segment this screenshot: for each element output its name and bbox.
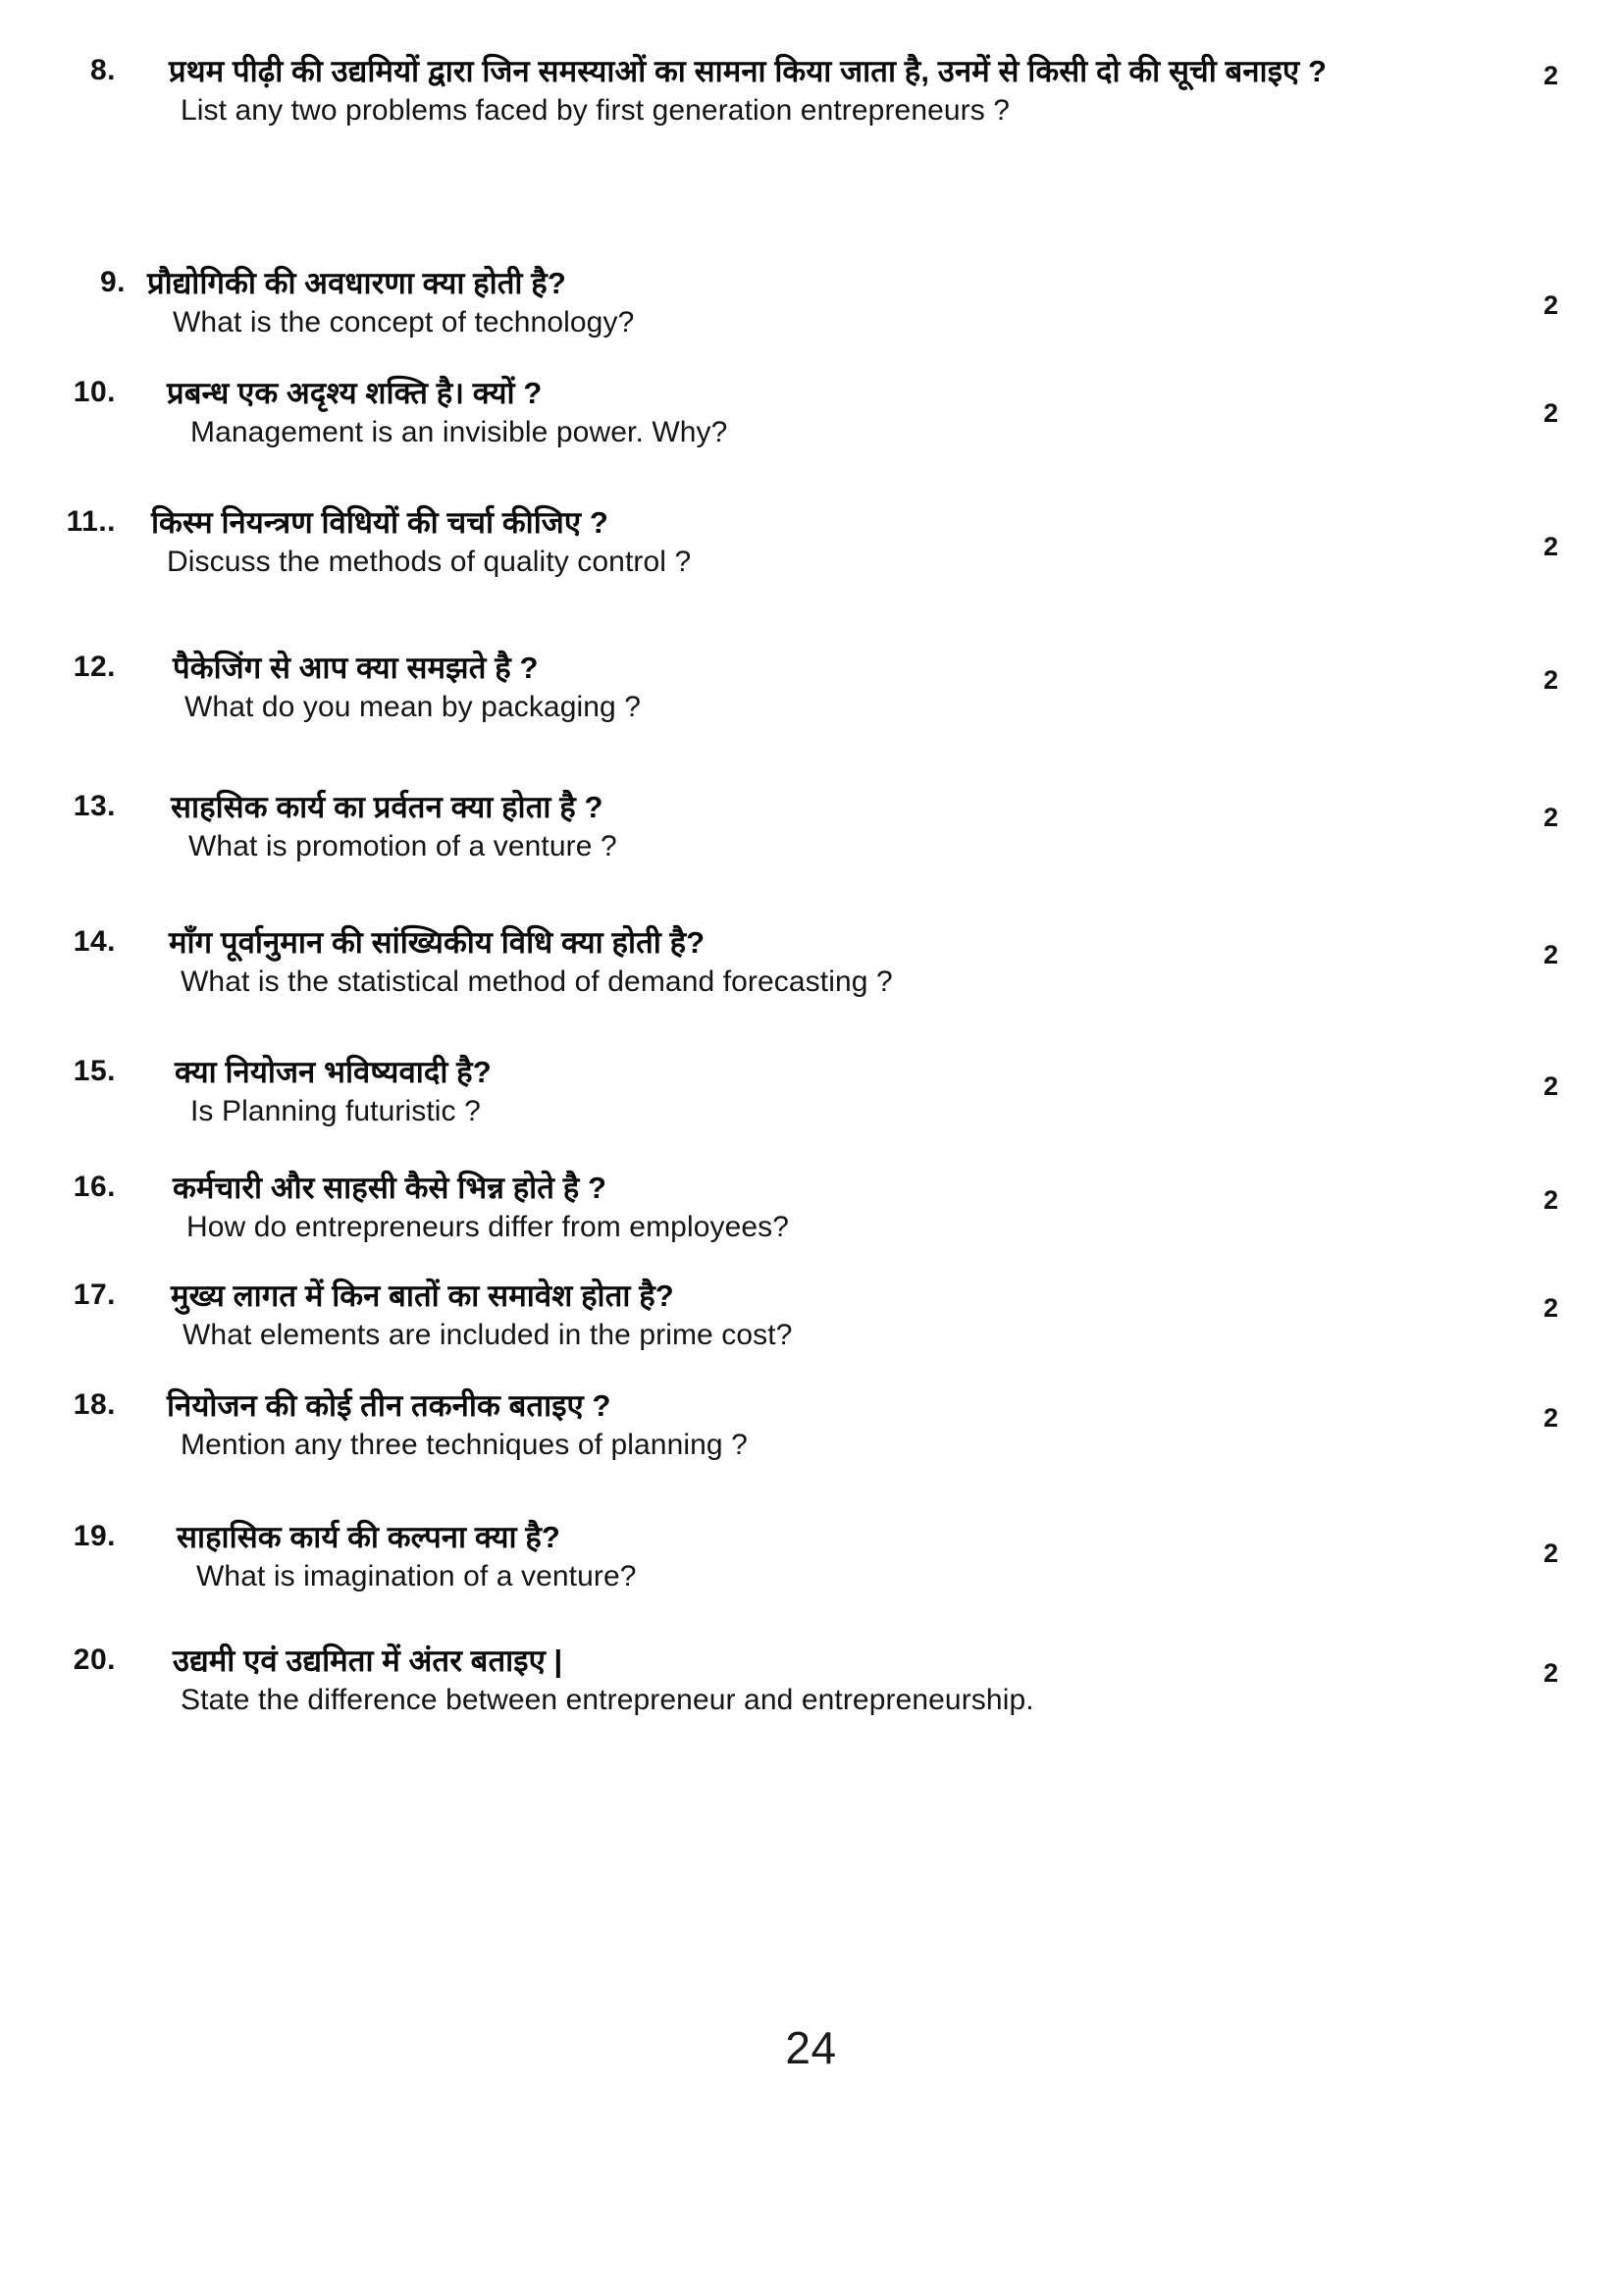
question-number: 18. [73,1388,116,1421]
question-text-hindi: साहासिक कार्य की कल्पना क्या है? [177,1520,560,1554]
question-text-hindi: प्रौद्योगिकी की अवधारणा क्या होती है? [147,266,566,300]
question-text-english: What elements are included in the prime cost? [183,1319,793,1352]
question-body [147,1276,1494,1355]
question-text-hindi: प्रथम पीढ़ी की उद्यमियों द्वारा जिन समस्याओं का सामना किया जाता है, उनमें से किसी दो की सूची बनाइए ? [169,54,1328,88]
question-number: 14. [73,925,116,958]
question-number: 20. [73,1644,116,1676]
question-body [147,1641,1494,1720]
question-text-hindi: प्रबन्ध एक अदृश्य शक्ति है। क्यों ? [167,376,543,410]
question-text-hindi: पैकेजिंग से आप क्या समझते है ? [173,651,539,685]
question-text-hindi: मुख्य लागत में किन बातों का समावेश होता है? [171,1278,674,1313]
question-body [147,51,1494,130]
question-text-hindi: कर्मचारी और साहसी कैसे भिन्न होते है ? [173,1171,607,1205]
question-item [0,1168,1622,1247]
question-marks: 2 [1544,1071,1559,1101]
question-text-english: What is the statistical method of demand forecasting ? [181,965,893,999]
question-body [147,1517,1494,1596]
question-number: 8. [89,54,116,86]
question-body [147,373,1494,452]
question-item [0,1052,1622,1131]
question-text-english: What is the concept of technology? [173,306,635,339]
question-marks: 2 [1544,61,1559,90]
question-text-english: Management is an invisible power. Why? [190,416,728,449]
question-item [0,1385,1622,1465]
question-item [0,1517,1622,1596]
question-text-english: Discuss the methods of quality control ? [167,546,692,579]
question-number: 17. [73,1278,116,1311]
question-marks: 2 [1544,398,1559,428]
question-item [0,502,1622,582]
question-body [147,648,1494,727]
question-number: 15. [73,1055,116,1087]
question-body [147,1168,1494,1247]
question-text-hindi: उद्यमी एवं उद्यमिता में अंतर बताइए | [173,1644,563,1678]
question-text-hindi: माँग पूर्वानुमान की सांख्यिकीय विधि क्या होती है? [169,925,706,960]
question-item [0,373,1622,452]
question-marks: 2 [1544,1293,1559,1323]
question-text-hindi: नियोजन की कोई तीन तकनीक बताइए ? [167,1388,611,1423]
question-item [0,648,1622,727]
question-text-english: List any two problems faced by first generation entrepreneurs ? [181,94,1011,128]
question-number: 13. [73,790,116,822]
question-marks: 2 [1544,1658,1559,1688]
question-number: 11.. [66,505,116,538]
question-body [147,922,1494,1002]
question-marks: 2 [1544,1185,1559,1215]
question-text-hindi: क्या नियोजन भविष्यवादी है? [175,1055,492,1089]
question-item [0,1276,1622,1355]
question-text-english: Is Planning futuristic ? [190,1095,481,1128]
question-marks: 2 [1544,1539,1559,1568]
question-number: 12. [73,651,116,683]
question-marks: 2 [1544,290,1559,320]
question-number: 9. [99,266,126,298]
question-marks: 2 [1544,803,1559,832]
question-number: 19. [73,1520,116,1552]
page-number: 24 [785,2022,837,2073]
question-body [147,263,1494,342]
question-text-english: Mention any three techniques of planning ? [181,1429,748,1462]
question-body [147,1385,1494,1465]
question-body [147,787,1494,866]
question-text-hindi: साहसिक कार्य का प्रर्वतन क्या होता है ? [171,790,603,824]
question-text-english: What do you mean by packaging ? [184,691,642,724]
question-marks: 2 [1544,940,1559,969]
question-text-english: State the difference between entrepreneur and entrepreneurship. [181,1684,1034,1717]
question-text-english: What is imagination of a venture? [196,1560,637,1593]
question-item [0,263,1622,342]
question-text-english: How do entrepreneurs differ from employees? [186,1211,790,1244]
question-text-english: What is promotion of a venture ? [188,830,617,863]
question-item [0,922,1622,1002]
question-body [147,502,1494,582]
question-text-hindi: किस्म नियन्त्रण विधियों की चर्चा कीजिए ? [151,505,608,540]
question-body [147,1052,1494,1131]
question-marks: 2 [1544,665,1559,695]
question-marks: 2 [1544,1403,1559,1433]
question-number: 16. [73,1171,116,1203]
question-number: 10. [73,376,116,408]
question-marks: 2 [1544,532,1559,561]
question-item [0,787,1622,866]
question-item [0,1641,1622,1720]
question-item [0,51,1622,130]
